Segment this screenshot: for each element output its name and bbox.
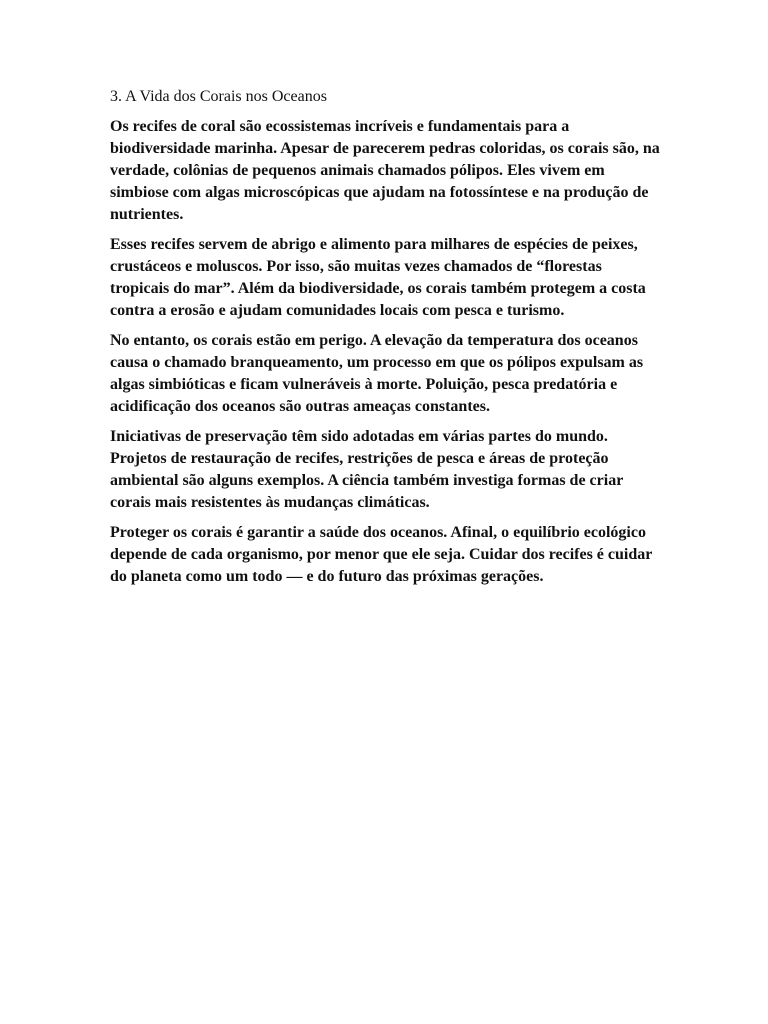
paragraph-threats: No entanto, os corais estão em perigo. A elevação da temperatura dos oceanos causa o chamado branqueamento, um processo em que os pólipos expulsam as algas simbióticas e ficam vulneráveis à morte. Poluição, pesca predatória e acidificação dos oceanos são outras ameaças constantes. [110,332,644,415]
paragraph-preservation: Iniciativas de preservação têm sido adotadas em várias partes do mundo. Projetos de restauração de recifes, restrições de pesca e áreas de proteção ambiental são alguns exemplos. A ciência também investiga formas de criar corais mais resistentes às mudanças climáticas. [110,428,623,511]
paragraph-habitat: Esses recifes servem de abrigo e alimento para milhares de espécies de peixes, crustáceos e moluscos. Por isso, são muitas vezes chamados de “florestas tropicais do mar”. Além da biodiversidade, os corais também protegem a costa contra a erosão e ajudam comunidades locais com pesca e turismo. [110,236,646,319]
document-body [110,86,662,596]
paragraph-intro: Os recifes de coral são ecossistemas incríveis e fundamentais para a biodiversidade marinha. Apesar de parecerem pedras coloridas, os corais são, na verdade, colônias de pequenos animais chamados pólipos. Eles vivem em simbiose com algas microscópicas que ajudam na fotossíntese e na produção de nutrientes. [110,118,660,223]
paragraph-conclusion: Proteger os corais é garantir a saúde dos oceanos. Afinal, o equilíbrio ecológico depende de cada organismo, por menor que ele seja. Cuidar dos recifes é cuidar do planeta como um todo — e do futuro das próximas gerações. [110,524,653,585]
section-title: 3. A Vida dos Corais nos Oceanos [110,88,327,105]
